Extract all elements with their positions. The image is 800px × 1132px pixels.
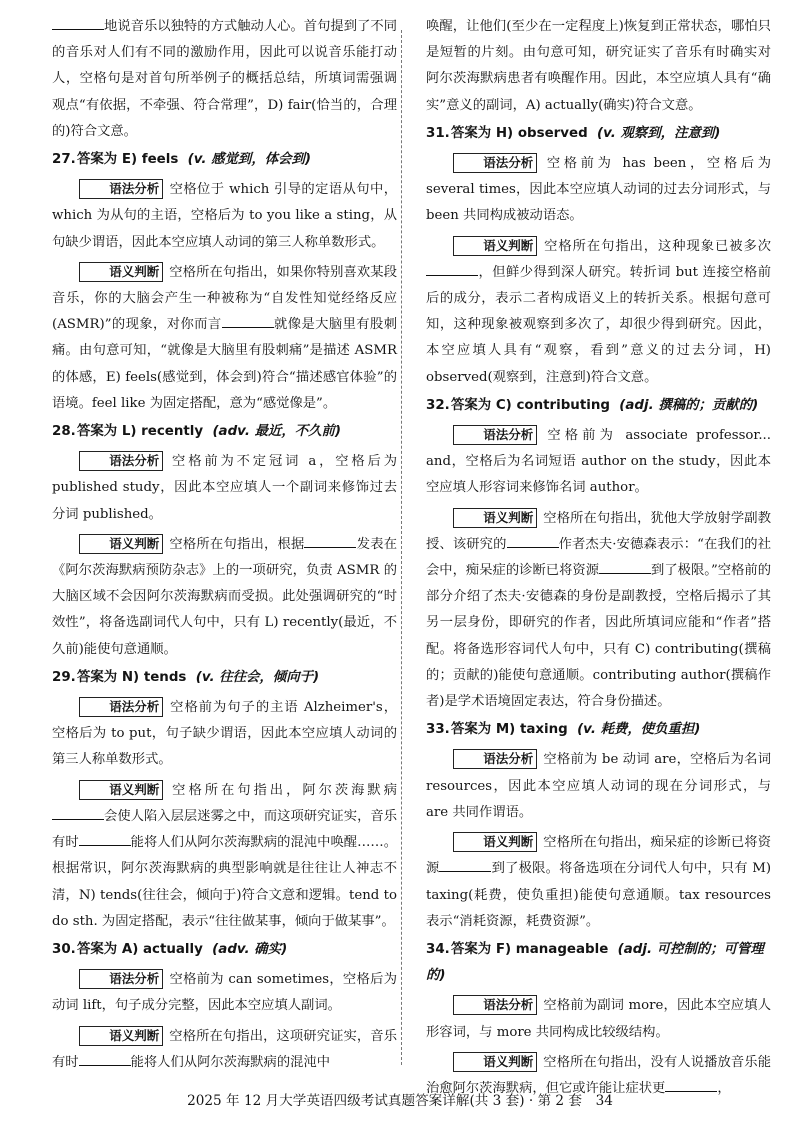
answer-blank <box>599 559 651 574</box>
answer-27-heading: 27.答案为 E) feels (v. 感觉到，体会到) <box>52 152 311 168</box>
grammar-tag: 语法分析 <box>79 451 164 471</box>
semantic-tag: 语义判断 <box>79 534 164 554</box>
intro-paragraph: 地说音乐以独特的方式触动人心。首句提到了不同的音乐对人们有不同的激励作用，因此可以说音乐能打动人，空格句是对首句所举例子的概括总结，所填词需强调观点“有依据，不牵强、符合常理”，D) fair(恰当的，合理的)符合文意。 <box>52 14 397 145</box>
semantic-tag: 语义判断 <box>453 508 538 528</box>
semantic-judgment-27: 语义判断 空格所在句指出，如果你特别喜欢某段音乐，你的大脑会产生一种被称为“自发性知觉经络反应(ASMR)”的现象，对你而言 就像是大脑里有股刺痛。由句意可知，“就像是大脑里有股刺痛”是描述 ASMR 的体感，E) feels(感觉到，体会到)符合“描述感官体验”的语境。feel like 为固定搭配，意为“感觉像是”。 <box>52 263 397 411</box>
grammar-tag: 语法分析 <box>453 425 538 445</box>
grammar-tag: 语法分析 <box>453 153 538 173</box>
answer-blank <box>426 261 478 276</box>
answer-29-heading: 29.答案为 N) tends (v. 往往会，倾向于) <box>52 669 320 685</box>
grammar-analysis-34: 语法分析 空格前为副词 more，因此本空应填人形容词，与 more 共同构成比较级结构。 <box>426 997 771 1040</box>
semantic-judgment-32: 语义判断 空格所在句指出，犹他大学放射学副教授、该研究的 作者杰夫·安德森表示：“在我们的社会中，痴呆症的诊断已将资源 到了极限。”空格前的部分介绍了杰夫·安德森的身份是副教授，空格后揭示了其另一层身份，即研究的作者，因此所填词应能和“作者”搭配。将备选形容词代人句中，只有 C) contributing(撰稿的；贡献的)能使句意通顺。contributing author(撰稿作者)是学术语境固定表达，符合身份描述。 <box>426 509 772 710</box>
answer-blank <box>507 533 559 548</box>
answer-blank <box>79 831 131 846</box>
semantic-tag: 语义判断 <box>453 236 538 256</box>
semantic-judgment-30: 语义判断 空格所在句指出，这项研究证实，音乐有时 能将人们从阿尔茨海默病的混沌中 <box>52 1027 397 1070</box>
answer-31-heading: 31.答案为 H) observed (v. 观察到，注意到) <box>426 125 721 141</box>
grammar-analysis-30: 语法分析 空格前为 can sometimes，空格后为动词 lift，句子成分完整，因此本空应填人副词。 <box>52 971 397 1014</box>
semantic-tag: 语义判断 <box>79 1026 164 1046</box>
grammar-analysis-27: 语法分析 空格位于 which 引导的定语从句中，which 为从句的主语，空格后为 to you like a sting，从句缺少谓语，因此本空应填人动词的第三人称单数形式。 <box>52 181 397 250</box>
grammar-analysis-29: 语法分析 空格前为句子的主语 Alzheimer's，空格后为 to put，句子缺少谓语，因此本空应填人动词的第三人称单数形式。 <box>52 699 397 768</box>
answer-blank <box>52 805 104 820</box>
semantic-tag: 语义判断 <box>79 262 164 282</box>
answer-blank <box>439 857 491 872</box>
answer-33-heading: 33.答案为 M) taxing (v. 耗费，使负重担) <box>426 722 701 738</box>
semantic-judgment-29: 语义判断 空格所在句指出，阿尔茨海默病会使人陷入层层迷雾之中，而这项研究证实，音乐有时 能将人们从阿尔茨海默病的混沌中唤醒……。根据常识，阿尔茨海默病的典型影响就是往往让人神志不清，N) tends(往往会，倾向于)符合文意和逻辑。tend to do sth. 为固定搭配，表示“往往做某事，倾向于做某事”。 <box>52 781 398 929</box>
grammar-tag: 语法分析 <box>79 179 164 199</box>
answer-blank <box>52 15 104 30</box>
grammar-analysis-31: 语法分析 空格前为 has been，空格后为 several times，因此本空应填人动词的过去分词形式，与 been 共同构成被动语态。 <box>426 155 771 224</box>
answer-34-heading: 34.答案为 F) manageable (adj. 可控制的；可管理的) <box>426 941 764 984</box>
grammar-tag: 语法分析 <box>79 969 164 989</box>
grammar-tag: 语法分析 <box>453 995 538 1015</box>
grammar-tag: 语法分析 <box>453 749 538 769</box>
continued-paragraph: 唤醒，让他们(至少在一定程度上)恢复到正常状态，哪怕只是短暂的片刻。由句意可知，研究证实了音乐有时确实对阿尔茨海默病患者有唤醒作用。因此，本空应填人具有“确实”意义的副词，A) actually(确实)符合文意。 <box>426 19 771 113</box>
answer-blank <box>222 313 274 328</box>
answer-blank <box>79 1051 131 1066</box>
semantic-judgment-34: 语义判断 空格所在句指出，没有人说播放音乐能治愈阿尔茨海默病，但它或许能让症状更 ， <box>426 1053 771 1096</box>
grammar-analysis-33: 语法分析 空格前为 be 动词 are，空格后为名词 resources，因此本空应填人动词的现在分词形式，与 are 共同作谓语。 <box>426 751 771 820</box>
semantic-tag: 语义判断 <box>79 780 164 800</box>
semantic-tag: 语义判断 <box>453 1052 538 1072</box>
grammar-analysis-28: 语法分析 空格前为不定冠词 a，空格后为 published study，因此本空应填人一个副词来修饰过去分词 published。 <box>52 453 397 522</box>
column-divider <box>401 30 402 1065</box>
grammar-analysis-32: 语法分析 空格前为 associate professor... and，空格后为名词短语 author on the study，因此本空应填人形容词来修饰名词 author。 <box>426 427 771 496</box>
left-column <box>52 14 397 1076</box>
semantic-judgment-28: 语义判断 空格所在句指出，根据 发表在《阿尔茨海默病预防杂志》上的一项研究，负责 ASMR 的大脑区域不会因阿尔茨海默病而受损。此处强调研究的“时效性”，将备选副词代人句中，只有 L) recently(最近，不久前)能使句意通顺。 <box>52 532 397 663</box>
answer-32-heading: 32.答案为 C) contributing (adj. 撰稿的；贡献的) <box>426 397 759 413</box>
grammar-tag: 语法分析 <box>79 697 164 717</box>
answer-28-heading: 28.答案为 L) recently (adv. 最近，不久前) <box>52 424 342 440</box>
semantic-judgment-33: 语义判断 空格所在句指出，痴呆症的诊断已将资源 到了极限。将备选项在分词代人句中，只有 M) taxing(耗费，使负重担)能使句意通顺。tax resources 表示“消耗资源，耗费资源”。 <box>426 834 772 929</box>
page-footer: 2025 年 12 月大学英语四级考试真题答案详解(共 3 套) · 第 2 套 34 <box>187 1093 613 1109</box>
answer-30-heading: 30.答案为 A) actually (adv. 确实) <box>52 941 288 957</box>
semantic-judgment-31: 语义判断 空格所在句指出，这种现象已被多次，但鲜少得到深人研究。转折词 but 连接空格前后的成分，表示二者构成语义上的转折关系。根据句意可知，这种现象被观察到多次了，却很少得到研究。因此，本空应填人具有“观察，看到”意义的过去分词，H) observed(观察到，注意到)符合文意。 <box>426 237 771 385</box>
answer-blank <box>304 533 356 548</box>
right-column <box>426 14 771 1102</box>
semantic-tag: 语义判断 <box>453 832 538 852</box>
